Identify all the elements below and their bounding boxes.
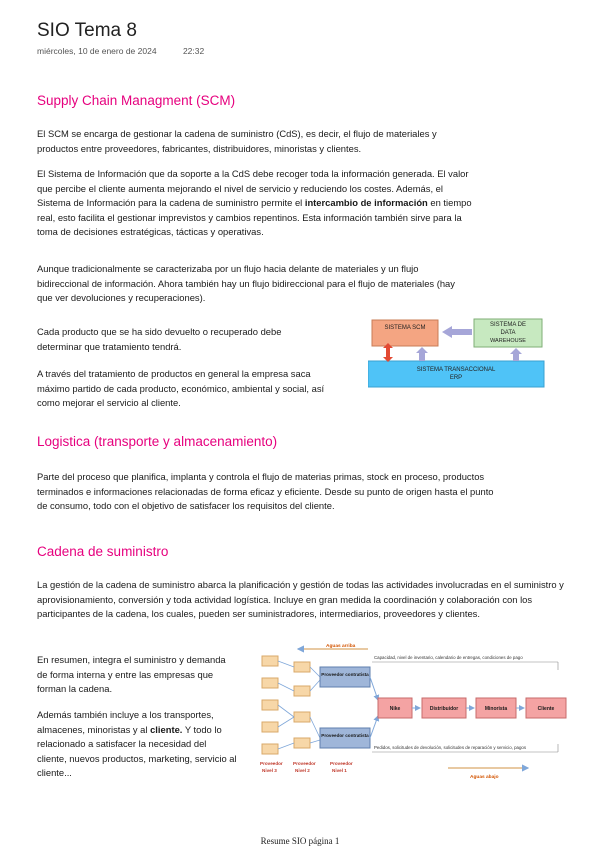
cadena-paragraph-2: En resumen, integra el suministro y demanda de forma interna y entre las empresas que forman la cadena. (37, 654, 226, 695)
contractor2-to-nike-arrow (370, 716, 378, 738)
tier2-box (294, 738, 310, 748)
bottom-info-label: Pedidos, solicitudes de devolución, solicitudes de reparación y servicio, pagos (374, 745, 527, 750)
tier3-box (262, 744, 278, 754)
scm-box (372, 320, 438, 346)
tier3-label-line1: Proveedor (260, 761, 283, 766)
page-footer: Resume SIO página 1 (260, 836, 340, 846)
tier3-box (262, 700, 278, 710)
erp-box (368, 361, 544, 387)
scm-p2-b: en tiempo real, esto facilita el gestionar imprevistos y cambios repentinos. Esta información también sirve para la toma de decisiones estratégicas, tácticas y operativas. (37, 197, 472, 238)
dw-label-line3: WAREHOUSE (490, 338, 526, 344)
page-meta (37, 46, 204, 56)
proveedor-contratista-box-1 (320, 667, 370, 687)
tier3-column (262, 656, 278, 754)
supply-chain-diagram (258, 642, 574, 784)
distribuidor-label: Distribuidor (429, 706, 459, 712)
logistica-paragraph: Parte del proceso que planifica, implanta y controla el flujo de materias primas, stock en proceso, productos terminados e informaciones relacionadas de forma eficaz y eficiente. Desde su punto de origen hasta el punto de consumo, todo con el objetivo de satisfacer los requisitos del cliente. (37, 471, 494, 512)
page-title: SIO Tema 8 (37, 20, 137, 41)
scm-paragraph-3: Aunque tradicionalmente se caracterizaba por un flujo hacia delante de materiales y un flujo bidireccional de información. Ahora también hay un flujo bidireccional para el flujo de materiales (hay que ver devoluciones y recuperaciones). (37, 263, 455, 304)
erp-to-scm-arrow (416, 347, 428, 361)
proveedor-contratista-label-2: Proveedor contratista (321, 733, 369, 738)
erp-to-warehouse-arrow (510, 348, 522, 361)
scm-paragraph-2 (37, 167, 477, 240)
warehouse-to-scm-arrow (442, 326, 472, 338)
tier3-label-line2: Nivel 3 (262, 768, 277, 773)
tier3-box (262, 678, 278, 688)
nike-label: Nike (389, 706, 401, 712)
tier2-column (294, 662, 310, 748)
proveedor-contratista-box-2 (320, 728, 370, 748)
scm-paragraph-1: El SCM se encarga de gestionar la cadena de suministro (CdS), es decir, el flujo de materiales y productos entre proveedores, fabricantes, distribuidores, minoristas y clientes. (37, 128, 437, 154)
scm-p2-a: El Sistema de Información que da soporte a la CdS debe recoger toda la información generada. El valor que percibe el cliente aumenta mejorando el nivel de servicio y reduciendo los costes. Además, el Sistema de Información para la cadena de suministro permite el (37, 168, 469, 209)
page-date: miércoles, 10 de enero de 2024 (37, 46, 157, 56)
scm-p2-bold: intercambio de información (304, 197, 428, 209)
tier2-label-line2: Nivel 2 (295, 768, 310, 773)
cadena-paragraph-3 (37, 708, 237, 781)
scm-systems-diagram (368, 317, 546, 389)
tier2-box (294, 686, 310, 696)
tier3-box (262, 656, 278, 666)
aguas-abajo-label: Aguas abajo (470, 775, 499, 780)
cadena-paragraph-1: La gestión de la cadena de suministro abarca la planificación y gestión de todas las actividades involucradas en el suministro y aprovisionamiento, conversión y toda actividad logística. Incluye en gran medida la coordinación y colaboración con los participantes de la cadena, los cuales, pueden ser suministradores, intermediarios, proveedores y clientes. (37, 579, 564, 620)
cadena-heading: Cadena de suministro (37, 544, 169, 559)
tier2-box (294, 662, 310, 672)
tier1-label-line1: Proveedor (330, 761, 353, 766)
tier1-label-line2: Nivel 1 (332, 768, 347, 773)
scm-heading: Supply Chain Managment (SCM) (37, 93, 236, 108)
minorista-label: Minorista (484, 706, 508, 712)
tier-connectors (278, 661, 320, 749)
aguas-arriba-label: Aguas arriba (326, 644, 356, 649)
scm-box-label: SISTEMA SCM (384, 325, 426, 331)
logistica-heading: Logistica (transporte y almacenamiento) (37, 434, 278, 449)
cadena-p3-bold: cliente. (150, 723, 183, 735)
dw-label-line1: SISTEMA DE (489, 322, 527, 328)
tier3-box (262, 722, 278, 732)
page-time: 22:32 (182, 46, 205, 56)
tier2-label-line1: Proveedor (293, 761, 316, 766)
scm-paragraph-5: A través del tratamiento de productos en general la empresa saca máximo partido de cada producto, económico, ambiental y social, así como mejorar el servicio al cliente. (37, 368, 325, 409)
contractor1-to-nike-arrow (370, 677, 378, 700)
dw-label-line2: DATA (500, 330, 516, 336)
top-info-label: Capacidad, nivel de inventario, calendario de entregas, condiciones de pago (374, 655, 523, 660)
cadena-p3-a: Además también incluye a los transportes, almacenes, minoristas y al (37, 709, 214, 735)
erp-label-line2: ERP (449, 375, 463, 381)
proveedor-contratista-label-1: Proveedor contratista (321, 672, 369, 677)
cadena-p3-b: Y todo lo relacionado a satisfacer la necesidad del cliente, nuevos productos, marketing, servicio al cliente... (37, 723, 237, 779)
scm-paragraph-4: Cada producto que se ha sido devuelto o recuperado debe determinar que tratamiento tendrá. (37, 326, 282, 352)
erp-label-line1: SISTEMA TRANSACCIONAL (416, 367, 496, 373)
tier2-box (294, 712, 310, 722)
cliente-label: Cliente (537, 706, 555, 712)
